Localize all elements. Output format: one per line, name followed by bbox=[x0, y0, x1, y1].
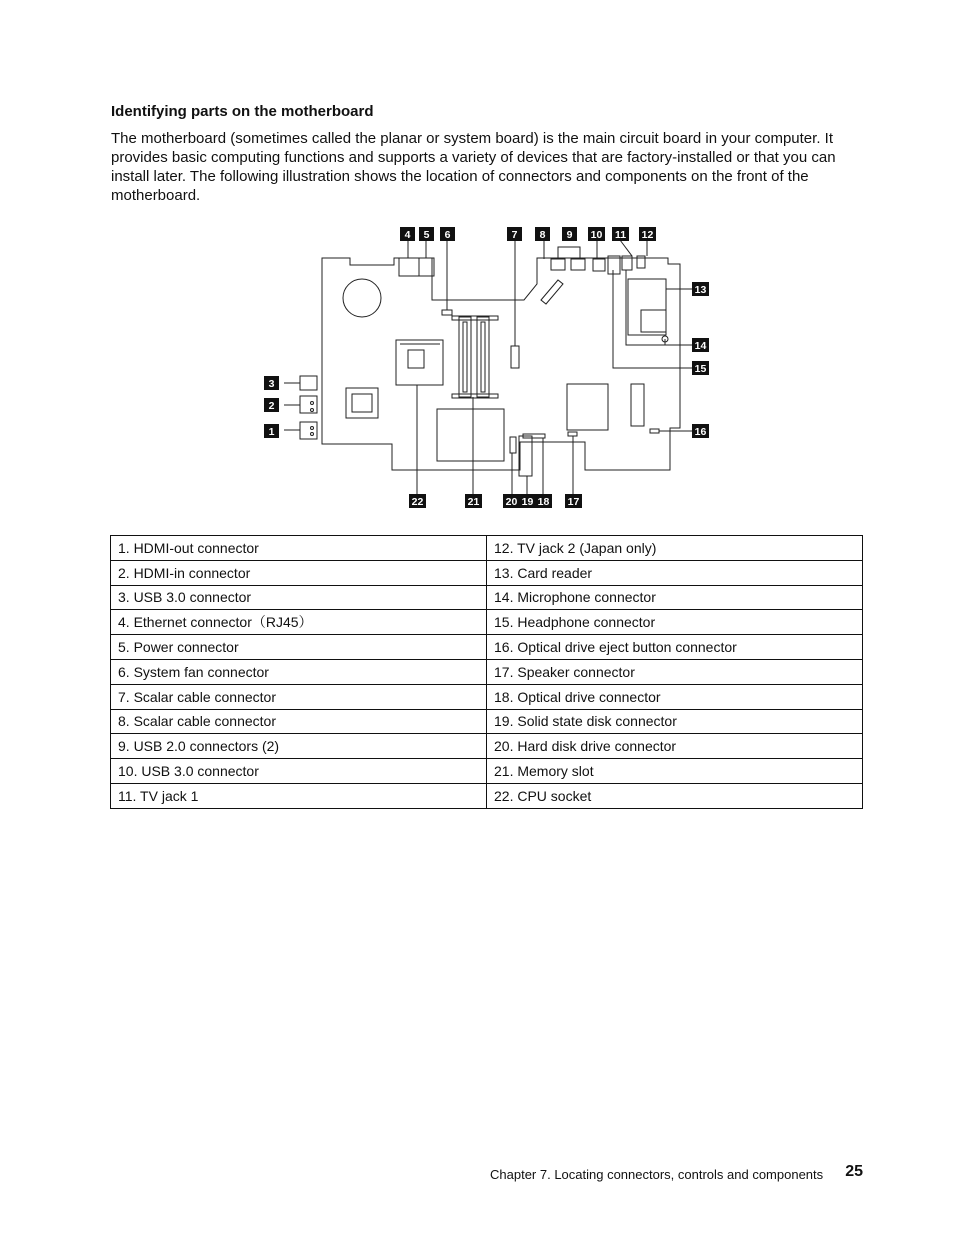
callout-13 bbox=[692, 282, 709, 296]
part-cell: 6. System fan connector bbox=[111, 659, 487, 684]
part-cell: 11. TV jack 1 bbox=[111, 783, 487, 808]
large-chip-b bbox=[567, 384, 608, 430]
part-cell: 15. Headphone connector bbox=[487, 610, 863, 635]
table-row bbox=[111, 560, 863, 585]
table-row bbox=[111, 585, 863, 610]
motherboard-illustration bbox=[258, 222, 718, 514]
svg-text:15: 15 bbox=[694, 363, 707, 375]
part-cell: 2. HDMI-in connector bbox=[111, 560, 487, 585]
callout-12 bbox=[639, 227, 656, 241]
part-cell: 12. TV jack 2 (Japan only) bbox=[487, 536, 863, 561]
callout-15 bbox=[692, 361, 709, 375]
chapter-title: Chapter 7. Locating connectors, controls and components bbox=[490, 1167, 824, 1182]
table-row bbox=[111, 709, 863, 734]
chipset bbox=[346, 388, 378, 418]
part-cell: 9. USB 2.0 connectors (2) bbox=[111, 734, 487, 759]
svg-text:19: 19 bbox=[521, 496, 534, 508]
part-cell: 17. Speaker connector bbox=[487, 659, 863, 684]
svg-text:11: 11 bbox=[614, 229, 627, 241]
svg-text:2: 2 bbox=[268, 400, 275, 412]
part-cell: 3. USB 3.0 connector bbox=[111, 585, 487, 610]
callout-19 bbox=[519, 494, 536, 508]
callout-20 bbox=[503, 494, 520, 508]
svg-text:14: 14 bbox=[694, 340, 707, 352]
table-row bbox=[111, 536, 863, 561]
svg-text:21: 21 bbox=[467, 496, 480, 508]
svg-text:1: 1 bbox=[268, 426, 275, 438]
svg-text:16: 16 bbox=[694, 426, 707, 438]
callout-7 bbox=[507, 227, 522, 241]
part-cell: 10. USB 3.0 connector bbox=[111, 759, 487, 784]
svg-text:13: 13 bbox=[694, 284, 707, 296]
part-cell: 16. Optical drive eject button connector bbox=[487, 635, 863, 660]
callout-1 bbox=[264, 424, 279, 438]
section-heading: Identifying parts on the motherboard bbox=[111, 103, 374, 120]
callout-4 bbox=[400, 227, 415, 241]
cpu-socket bbox=[396, 340, 443, 385]
part-cell: 1. HDMI-out connector bbox=[111, 536, 487, 561]
parts-table bbox=[110, 535, 863, 809]
svg-text:6: 6 bbox=[444, 229, 451, 241]
cmos-battery bbox=[343, 279, 381, 317]
callout-14 bbox=[692, 338, 709, 352]
memory-slot-b bbox=[477, 317, 489, 397]
callout-2 bbox=[264, 398, 279, 412]
svg-text:20: 20 bbox=[505, 496, 518, 508]
page-number: 25 bbox=[845, 1163, 863, 1180]
svg-text:17: 17 bbox=[567, 496, 580, 508]
callout-16 bbox=[692, 424, 709, 438]
svg-text:5: 5 bbox=[423, 229, 430, 241]
part-cell: 21. Memory slot bbox=[487, 759, 863, 784]
part-cell: 4. Ethernet connector（RJ45） bbox=[111, 610, 487, 635]
part-cell: 18. Optical drive connector bbox=[487, 684, 863, 709]
table-row bbox=[111, 759, 863, 784]
callout-22 bbox=[409, 494, 426, 508]
svg-text:4: 4 bbox=[404, 229, 411, 241]
svg-text:22: 22 bbox=[411, 496, 424, 508]
callout-17 bbox=[565, 494, 582, 508]
callout-11 bbox=[612, 227, 629, 241]
svg-text:8: 8 bbox=[539, 229, 546, 241]
svg-text:12: 12 bbox=[641, 229, 654, 241]
table-row bbox=[111, 635, 863, 660]
table-row bbox=[111, 610, 863, 635]
callout-18 bbox=[535, 494, 552, 508]
table-row bbox=[111, 734, 863, 759]
part-cell: 19. Solid state disk connector bbox=[487, 709, 863, 734]
callout-10 bbox=[588, 227, 605, 241]
part-cell: 8. Scalar cable connector bbox=[111, 709, 487, 734]
callout-8 bbox=[535, 227, 550, 241]
callout-3 bbox=[264, 376, 279, 390]
svg-text:9: 9 bbox=[566, 229, 573, 241]
part-cell: 13. Card reader bbox=[487, 560, 863, 585]
part-cell: 20. Hard disk drive connector bbox=[487, 734, 863, 759]
part-cell: 14. Microphone connector bbox=[487, 585, 863, 610]
svg-text:7: 7 bbox=[511, 229, 518, 241]
callout-21 bbox=[465, 494, 482, 508]
svg-text:18: 18 bbox=[537, 496, 550, 508]
memory-slot-a bbox=[459, 317, 471, 397]
table-row bbox=[111, 659, 863, 684]
part-cell: 5. Power connector bbox=[111, 635, 487, 660]
large-chip-a bbox=[437, 409, 504, 461]
intro-paragraph: The motherboard (sometimes called the planar or system board) is the main circuit board in your computer. It provides basic computing functions and supports a variety of devices that are factory-installed or that you can install later. The following illustration shows the location of connectors and components on the front of the motherboard. bbox=[111, 130, 836, 204]
svg-text:3: 3 bbox=[268, 378, 275, 390]
table-row bbox=[111, 783, 863, 808]
callout-9 bbox=[562, 227, 577, 241]
part-cell: 22. CPU socket bbox=[487, 783, 863, 808]
table-row bbox=[111, 684, 863, 709]
part-cell: 7. Scalar cable connector bbox=[111, 684, 487, 709]
callout-6 bbox=[440, 227, 455, 241]
callout-5 bbox=[419, 227, 434, 241]
svg-text:10: 10 bbox=[590, 229, 603, 241]
